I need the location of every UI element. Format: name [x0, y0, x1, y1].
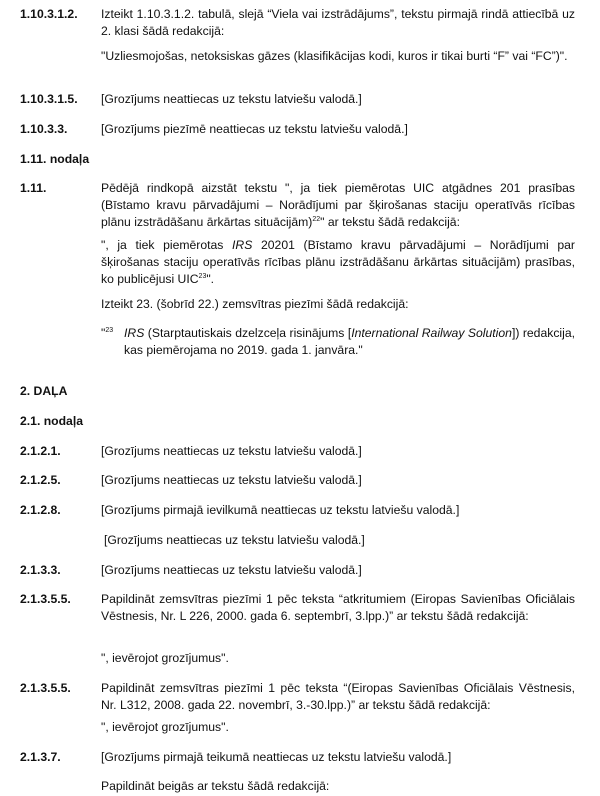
section-heading: 2.1. nodaļa: [20, 414, 83, 428]
text-part: Pēdējā rindkopā aizstāt tekstu ", ja tiek piemērotas UIC atgādnes 201 prasības (Bīstamo kravu pārvadājumi – Norādījumi par šķirošanas staciju operatīvās rīcības plānu izstrādāšanu ārkārtas situācijām): [101, 181, 575, 229]
italic-text: IRS: [232, 238, 253, 252]
item-text: [Grozījums neattiecas uz tekstu latviešu valodā.]: [101, 473, 362, 487]
item-quote: ", ievērojot grozījumus".: [101, 720, 229, 734]
text-part: ".: [206, 272, 215, 286]
quote-mark: ": [101, 326, 106, 340]
item-text: [Grozījums neattiecas uz tekstu latviešu valodā.]: [101, 444, 362, 458]
item-number: 2.1.3.7.: [20, 750, 61, 764]
italic-text: International Railway Solution: [351, 326, 512, 340]
item-text: Izteikt 1.10.3.1.2. tabulā, slejā “Viela vai izstrādājums”, tekstu pirmajā rindā attiecībā uz 2. klasi šādā redakcijā:: [101, 7, 575, 38]
item-text: [Grozījums pirmajā ievilkumā neattiecas uz tekstu latviešu valodā.]: [101, 503, 460, 517]
footnote-text: [124, 325, 575, 359]
item-quote: [101, 237, 575, 288]
part-heading: 2. DAĻA: [20, 384, 68, 398]
item-text: [Grozījums neattiecas uz tekstu latviešu valodā.]: [101, 92, 362, 106]
footnote-ref: 22: [312, 216, 321, 223]
item-number: 2.1.3.5.5.: [20, 681, 71, 695]
item-number: 1.10.3.3.: [20, 122, 68, 136]
italic-text: IRS: [124, 326, 145, 340]
item-number: 2.1.2.1.: [20, 444, 61, 458]
text-part: (Starptautiskais dzelzceļa risinājums [: [144, 326, 352, 340]
item-number: 2.1.3.3.: [20, 563, 61, 577]
item-number: 2.1.2.8.: [20, 503, 61, 517]
item-number: 1.11.: [20, 181, 47, 195]
text-part: 20201 (Bīstamo kravu pārvadājumi – Norādījumi par šķirošanas staciju operatīvās rīcības plānu izstrādāšanu ārkārtas situācijām) prasības, ko publicējusi UIC: [101, 238, 575, 286]
text-part: ]) redakcija, kas piemērojama no 2019. gada 1. janvāra.": [124, 326, 576, 357]
footnote-number: 23: [105, 327, 114, 334]
item-number: 2.1.2.5.: [20, 473, 61, 487]
item-quote: "Uzliesmojošas, netoksiskas gāzes (klasifikācijas kodi, kuros ir tikai burti “F” vai “FC”)".: [101, 49, 568, 63]
item-text: [Grozījums neattiecas uz tekstu latviešu valodā.]: [101, 563, 362, 577]
item-text: [Grozījums pirmajā teikumā neattiecas uz tekstu latviešu valodā.]: [101, 750, 452, 764]
item-text: Papildināt zemsvītras piezīmi 1 pēc teksta “(Eiropas Savienības Oficiālais Vēstnesis, Nr. L312, 2008. gada 22. novembrī, 3.-30.lpp.)” ar tekstu šādā redakcijā:: [101, 681, 575, 712]
item-number: 2.1.3.5.5.: [20, 592, 71, 606]
item-number: 1.10.3.1.2.: [20, 7, 78, 21]
item-text: Izteikt 23. (šobrīd 22.) zemsvītras piezīmi šādā redakcijā:: [101, 297, 409, 311]
text-part: " ar tekstu šādā redakcijā:: [320, 215, 460, 229]
footnote-ref: 23: [198, 273, 207, 280]
item-text: Papildināt beigās ar tekstu šādā redakcijā:: [101, 779, 330, 793]
section-heading: 1.11. nodaļa: [20, 152, 90, 166]
item-text: Papildināt zemsvītras piezīmi 1 pēc teksta “atkritumiem (Eiropas Savienības Oficiālais Vēstnesis, Nr. L 226, 2000. gada 6. septembrī, 3.lpp.)” ar tekstu šādā redakcijā:: [101, 592, 575, 623]
item-number: 1.10.3.1.5.: [20, 92, 78, 106]
footnote-mark: [101, 325, 113, 342]
item-text: [Grozījums piezīmē neattiecas uz tekstu latviešu valodā.]: [101, 122, 408, 136]
text-part: ", ja tiek piemērotas: [101, 238, 233, 252]
item-text: [101, 180, 575, 231]
item-text: [Grozījums neattiecas uz tekstu latviešu valodā.]: [104, 533, 365, 547]
item-quote: ", ievērojot grozījumus".: [101, 651, 229, 665]
